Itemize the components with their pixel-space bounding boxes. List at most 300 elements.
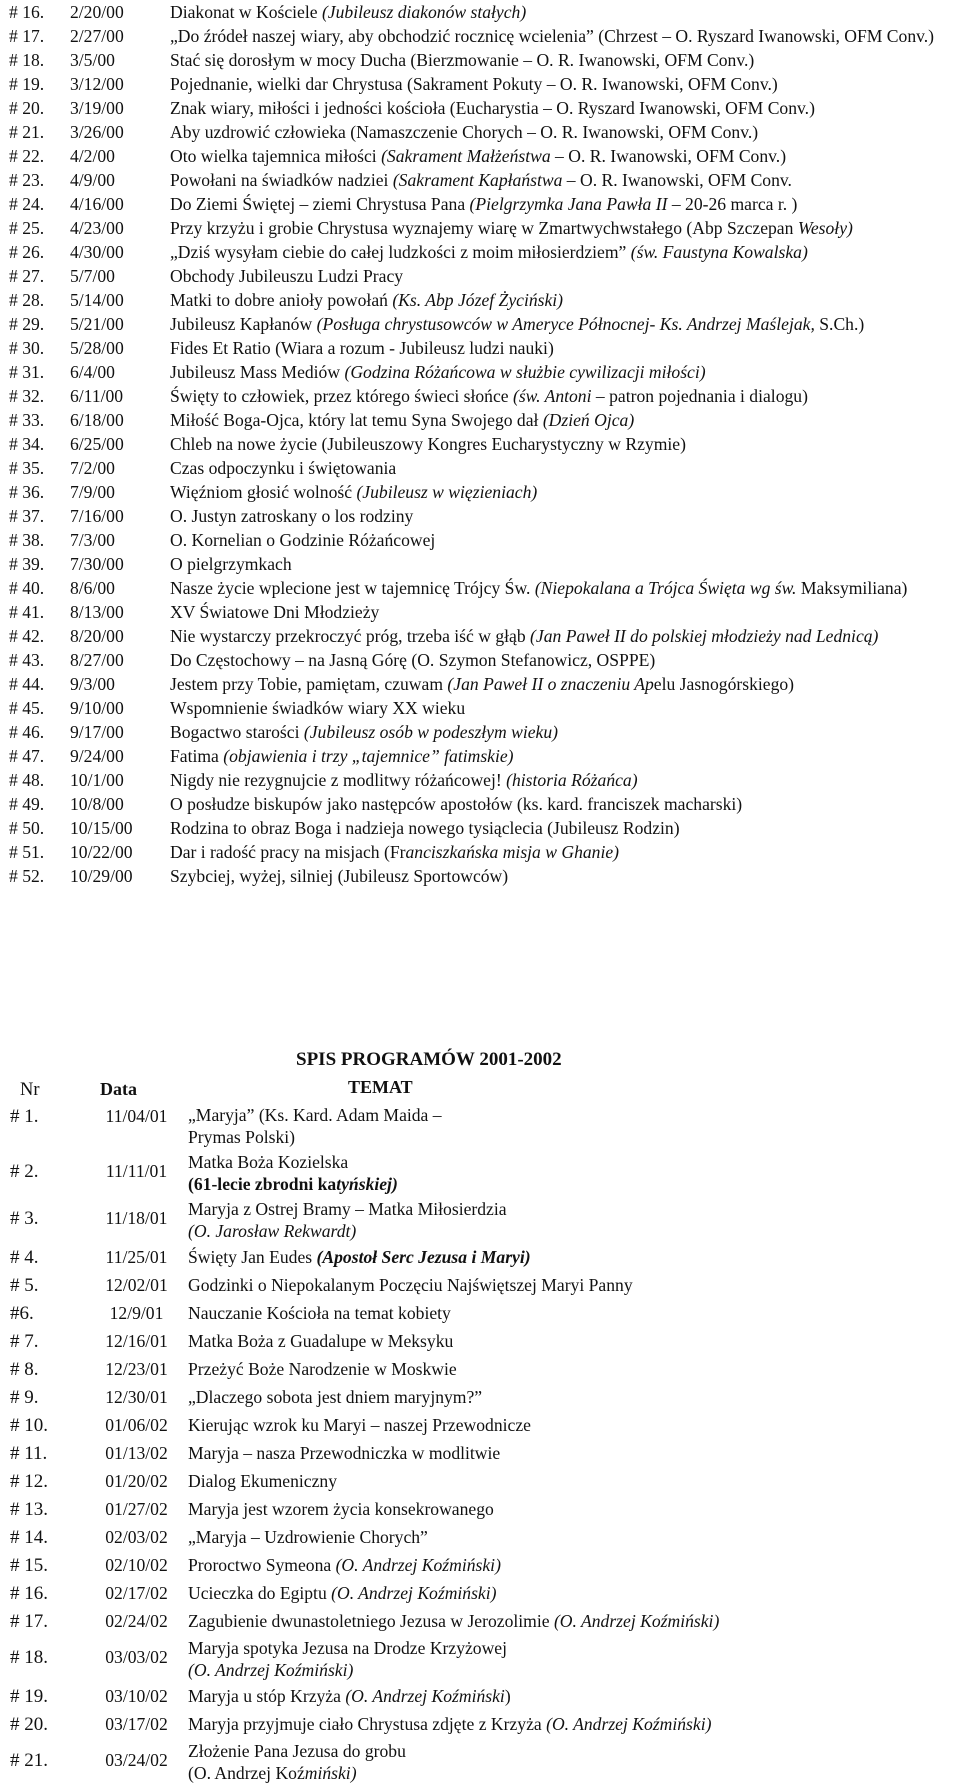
program-number: # 27. xyxy=(9,266,45,286)
program-title xyxy=(170,600,954,624)
program-date: 8/27/00 xyxy=(70,650,124,670)
title-segment: Chleb na nowe życie (Jubileuszowy Kongres Eucharystyczny w Rzymie) xyxy=(170,434,686,454)
program-date: 8/20/00 xyxy=(70,626,124,646)
title-segment: (O. Andrzej Koźmiński) xyxy=(553,1611,720,1631)
title-segment: Miłość Boga-Ojca, który lat temu Syna Swojego dał xyxy=(170,410,543,430)
program-number: # 9. xyxy=(10,1387,39,1408)
program-date: 6/11/00 xyxy=(70,386,124,406)
title-segment: „Dlaczego sobota jest dniem maryjnym?” xyxy=(188,1387,483,1407)
title-segment: „Do źródeł naszej wiary, aby obchodzić rocznicę wcielenia” (Chrzest – O. Ryszard Iwanowski, OFM Conv.) xyxy=(170,26,935,46)
program-date: 02/24/02 xyxy=(105,1611,168,1631)
program-date: 4/9/00 xyxy=(70,170,115,190)
program-title xyxy=(170,120,954,144)
program-list-2001-2002 xyxy=(10,1104,955,1787)
program-title xyxy=(188,1684,955,1709)
program-title xyxy=(188,1151,955,1195)
program-number: # 18. xyxy=(10,1647,48,1668)
program-row xyxy=(9,360,954,384)
program-row xyxy=(9,744,954,768)
title-segment: Godzinki o Niepokalanym Poczęciu Najświętszej Maryi Panny xyxy=(188,1275,633,1295)
program-title xyxy=(188,1712,955,1737)
title-segment: Fides Et Ratio (Wiara a rozum - Jubileusz ludzi nauki) xyxy=(170,338,554,358)
program-number: # 41. xyxy=(9,602,45,622)
program-number: # 17. xyxy=(10,1611,48,1632)
title-segment: Matka Boża z Guadalupe w Meksyku xyxy=(188,1331,454,1351)
program-date: 11/25/01 xyxy=(105,1247,168,1267)
program-title xyxy=(170,864,954,888)
program-title xyxy=(170,72,954,96)
column-header-topic: TEMAT xyxy=(348,1077,413,1097)
program-number: # 21. xyxy=(9,122,45,142)
title-segment: miński) xyxy=(304,1763,357,1783)
program-number: # 12. xyxy=(10,1471,48,1492)
program-number: # 43. xyxy=(9,650,45,670)
title-segment: Kierując wzrok ku Maryi – naszej Przewodnicze xyxy=(188,1415,531,1435)
title-segment: Przy krzyżu i grobie Chrystusa wyznajemy wiarę w Zmartwychwstałego (Abp Szczepan xyxy=(170,218,798,238)
program-list-2000 xyxy=(9,0,954,888)
title-segment: Jestem przy Tobie, pamiętam, czuwam xyxy=(170,674,448,694)
program-title xyxy=(188,1581,955,1606)
program-number: # 47. xyxy=(9,746,45,766)
program-row xyxy=(9,672,954,696)
title-segment: – O. R. Iwanowski, OFM Conv. xyxy=(562,170,792,190)
program-row xyxy=(9,312,954,336)
program-date: 9/10/00 xyxy=(70,698,124,718)
program-title xyxy=(170,696,954,720)
title-segment: Proroctwo Symeona xyxy=(188,1555,336,1575)
program-title xyxy=(188,1329,955,1354)
program-number: # 38. xyxy=(9,530,45,550)
program-date: 7/2/00 xyxy=(70,458,115,478)
program-row xyxy=(10,1712,955,1737)
program-number: # 50. xyxy=(9,818,45,838)
program-date: 10/15/00 xyxy=(70,818,133,838)
title-segment: Pojednanie, wielki dar Chrystusa (Sakrament Pokuty – O. R. Iwanowski, OFM Conv.) xyxy=(170,74,778,94)
title-segment: – O. R. Iwanowski, OFM Conv.) xyxy=(550,146,787,166)
program-number: # 7. xyxy=(10,1331,39,1352)
program-title xyxy=(170,648,954,672)
program-date: 3/5/00 xyxy=(70,50,115,70)
program-number: # 14. xyxy=(10,1527,48,1548)
title-segment: (Apostoł Serc Jezusa i Maryi) xyxy=(316,1247,531,1267)
program-number: # 28. xyxy=(9,290,45,310)
program-row xyxy=(10,1151,955,1195)
program-row xyxy=(10,1357,955,1382)
title-segment: Wspomnienie świadków wiary XX wieku xyxy=(170,698,466,718)
title-segment: Nie wystarczy przekroczyć próg, trzeba iść w głąb xyxy=(170,626,531,646)
title-segment: Ucieczka do Egiptu xyxy=(188,1583,332,1603)
title-segment: (Sakrament Małżeństwa xyxy=(381,146,551,166)
program-number: # 19. xyxy=(9,74,45,94)
program-row xyxy=(9,192,954,216)
program-row xyxy=(9,216,954,240)
program-date: 8/13/00 xyxy=(70,602,124,622)
program-date: 10/8/00 xyxy=(70,794,124,814)
program-number: # 3. xyxy=(10,1208,39,1229)
title-segment: Dialog Ekumeniczny xyxy=(188,1471,338,1491)
program-date: 2/27/00 xyxy=(70,26,124,46)
program-number: # 31. xyxy=(9,362,45,382)
title-segment: Święty to człowiek, przez którego świeci słońce xyxy=(170,386,513,406)
title-segment: Maksymiliana) xyxy=(796,578,908,598)
program-number: # 20. xyxy=(9,98,45,118)
program-row xyxy=(9,24,954,48)
program-title xyxy=(170,24,954,48)
program-row xyxy=(10,1104,955,1148)
program-date: 12/02/01 xyxy=(105,1275,168,1295)
program-title xyxy=(188,1637,955,1681)
program-row xyxy=(9,720,954,744)
program-date: 02/17/02 xyxy=(105,1583,168,1603)
program-row xyxy=(9,648,954,672)
program-title xyxy=(188,1413,955,1438)
title-segment: Matka Boża Kozielska xyxy=(188,1152,349,1172)
program-row xyxy=(9,552,954,576)
title-segment: (Jubileusz w więzieniach) xyxy=(356,482,538,502)
title-segment: O. Justyn zatroskany o los rodziny xyxy=(170,506,414,526)
program-title xyxy=(170,624,954,648)
title-segment: Fatima xyxy=(170,746,224,766)
title-segment: tyńskiej) xyxy=(336,1174,398,1194)
program-row xyxy=(9,120,954,144)
program-number: # 17. xyxy=(9,26,45,46)
program-title xyxy=(188,1553,955,1578)
title-segment: Do Częstochowy – na Jasną Górę (O. Szymon Stefanowicz, OSPPE) xyxy=(170,650,656,670)
program-row xyxy=(9,240,954,264)
program-title xyxy=(188,1740,955,1784)
title-segment: (św. Antoni xyxy=(512,386,592,406)
title-segment: (Ks. Abp Józef Życiński) xyxy=(392,290,564,310)
program-title xyxy=(170,264,954,288)
program-date: 9/24/00 xyxy=(70,746,124,766)
program-number: # 48. xyxy=(9,770,45,790)
program-number: # 24. xyxy=(9,194,45,214)
program-title xyxy=(188,1609,955,1634)
title-segment: „Dziś wysyłam ciebie do całej ludzkości z moim miłosierdziem” xyxy=(170,242,631,262)
program-number: # 52. xyxy=(9,866,45,886)
program-title xyxy=(188,1497,955,1522)
column-header-date: Data xyxy=(100,1079,137,1099)
program-date: 8/6/00 xyxy=(70,578,115,598)
title-segment: Bogactwo starości xyxy=(170,722,304,742)
program-row xyxy=(9,624,954,648)
program-number: # 51. xyxy=(9,842,45,862)
title-segment: (Dzień Ojca) xyxy=(542,410,635,430)
program-row xyxy=(9,384,954,408)
program-number: # 16. xyxy=(10,1583,48,1604)
program-row xyxy=(9,432,954,456)
title-segment: Znak wiary, miłości i jedności kościoła (Eucharystia – O. Ryszard Iwanowski, OFM Conv.) xyxy=(170,98,815,118)
title-segment: (O. Andrzej Koźmiński) xyxy=(546,1714,712,1734)
program-date: 02/10/02 xyxy=(105,1555,168,1575)
program-title xyxy=(188,1198,955,1242)
program-number: # 1. xyxy=(10,1106,39,1127)
program-row xyxy=(10,1684,955,1709)
title-segment: – patron pojednania i dialogu) xyxy=(591,386,808,406)
program-date: 6/25/00 xyxy=(70,434,124,454)
program-date: 4/23/00 xyxy=(70,218,124,238)
title-segment: Rodzina to obraz Boga i nadzieja nowego tysiąclecia (Jubileusz Rodzin) xyxy=(170,818,680,838)
program-title xyxy=(170,168,954,192)
program-number: # 34. xyxy=(9,434,45,454)
title-segment: (Jubileusz osób w podeszłym wieku) xyxy=(303,722,558,742)
program-title xyxy=(170,552,954,576)
program-date: 10/1/00 xyxy=(70,770,124,790)
title-segment: Stać się dorosłym w mocy Ducha (Bierzmowanie – O. R. Iwanowski, OFM Conv.) xyxy=(170,50,755,70)
program-date: 5/14/00 xyxy=(70,290,124,310)
program-title xyxy=(170,816,954,840)
program-date: 5/7/00 xyxy=(70,266,115,286)
program-row xyxy=(10,1497,955,1522)
title-segment: Przeżyć Boże Narodzenie w Moskwie xyxy=(188,1359,457,1379)
title-segment: Wesoły) xyxy=(797,218,853,238)
program-title xyxy=(170,456,954,480)
program-title xyxy=(170,288,954,312)
program-row xyxy=(9,504,954,528)
program-date: 2/20/00 xyxy=(70,2,124,22)
program-title xyxy=(170,408,954,432)
title-segment: „Maryja – Uzdrowienie Chorych” xyxy=(188,1527,428,1547)
title-segment: Maryja – nasza Przewodniczka w modlitwie xyxy=(188,1443,501,1463)
program-row xyxy=(9,144,954,168)
title-segment: Dar i radość pracy na misjach (Fr xyxy=(170,842,406,862)
title-segment: Nigdy nie rezygnujcie z modlitwy różańcowej! xyxy=(170,770,507,790)
title-segment: (Jubileusz diakonów stałych) xyxy=(321,2,527,22)
program-row xyxy=(10,1740,955,1784)
program-title xyxy=(170,48,954,72)
program-number: # 37. xyxy=(9,506,45,526)
program-date: 12/9/01 xyxy=(109,1303,164,1323)
title-segment: O posłudze biskupów jako następców apostołów (ks. kard. franciszek macharski) xyxy=(170,794,743,814)
program-date: 9/3/00 xyxy=(70,674,115,694)
title-segment: elu Jasnogórskiego) xyxy=(653,674,795,694)
program-row xyxy=(9,456,954,480)
program-row xyxy=(10,1413,955,1438)
program-title xyxy=(170,336,954,360)
program-row xyxy=(10,1301,955,1326)
program-number: # 36. xyxy=(9,482,45,502)
title-segment: (61-lecie zbrodni ka xyxy=(188,1174,337,1194)
program-row xyxy=(9,576,954,600)
program-row xyxy=(9,792,954,816)
program-title xyxy=(170,576,954,600)
program-title xyxy=(170,432,954,456)
program-number: # 20. xyxy=(10,1714,48,1735)
title-segment: O. Kornelian o Godzinie Różańcowej xyxy=(170,530,436,550)
program-row xyxy=(9,0,954,24)
program-date: 5/28/00 xyxy=(70,338,124,358)
program-number: #6. xyxy=(10,1303,34,1324)
program-row xyxy=(10,1273,955,1298)
program-row xyxy=(10,1469,955,1494)
program-row xyxy=(9,768,954,792)
title-segment: (Sakrament Kapłaństwa xyxy=(392,170,563,190)
program-date: 01/13/02 xyxy=(105,1443,168,1463)
program-title xyxy=(188,1385,955,1410)
program-number: # 10. xyxy=(10,1415,48,1436)
title-segment: (Jan Paweł II o znaczeniu Ap xyxy=(447,674,654,694)
title-segment: (Pielgrzymka Jana Pawła II xyxy=(469,194,668,214)
program-number: # 13. xyxy=(10,1499,48,1520)
program-row xyxy=(9,48,954,72)
program-date: 5/21/00 xyxy=(70,314,124,334)
program-number: # 4. xyxy=(10,1247,39,1268)
program-row xyxy=(9,696,954,720)
program-row xyxy=(9,528,954,552)
program-row xyxy=(9,264,954,288)
title-segment: Jubileusz Mass Mediów xyxy=(170,362,345,382)
title-segment: Aby uzdrowić człowieka (Namaszczenie Chorych – O. R. Iwanowski, OFM Conv.) xyxy=(170,122,759,142)
program-title xyxy=(170,672,954,696)
title-segment: anciszkańska misja w Ghanie) xyxy=(405,842,620,862)
title-segment: (O. Andrzej Koźmiński xyxy=(345,1686,505,1706)
program-date: 03/17/02 xyxy=(105,1714,168,1734)
title-segment: (Posługa chrystusowców w Ameryce Północnej- Ks. Andrzej Maślejak, xyxy=(316,314,815,334)
program-number: # 5. xyxy=(10,1275,39,1296)
program-date: 7/30/00 xyxy=(70,554,124,574)
column-header-nr: Nr xyxy=(20,1080,40,1100)
title-segment: (O. Jarosław Rekwardt) xyxy=(188,1221,357,1241)
program-title xyxy=(188,1245,955,1270)
program-date: 7/9/00 xyxy=(70,482,115,502)
program-row xyxy=(10,1245,955,1270)
title-segment: Maryja u stóp Krzyża xyxy=(188,1686,346,1706)
program-date: 9/17/00 xyxy=(70,722,124,742)
program-date: 7/16/00 xyxy=(70,506,124,526)
program-date: 12/23/01 xyxy=(105,1359,168,1379)
program-date: 4/16/00 xyxy=(70,194,124,214)
title-segment: Święty Jan Eudes xyxy=(188,1247,317,1267)
program-number: # 35. xyxy=(9,458,45,478)
program-number: # 42. xyxy=(9,626,45,646)
program-title xyxy=(170,528,954,552)
program-date: 02/03/02 xyxy=(105,1527,168,1547)
program-title xyxy=(170,0,954,24)
title-segment: Nasze życie wplecione jest w tajemnicę Trójcy Św. xyxy=(170,578,535,598)
title-segment: Oto wielka tajemnica miłości xyxy=(170,146,382,166)
program-row xyxy=(9,72,954,96)
program-row xyxy=(10,1441,955,1466)
program-date: 01/27/02 xyxy=(105,1499,168,1519)
title-segment: (objawienia i trzy „tajemnice” fatimskie) xyxy=(223,746,514,766)
title-segment: Powołani na świadków nadziei xyxy=(170,170,393,190)
title-segment: Nauczanie Kościoła na temat kobiety xyxy=(188,1303,451,1323)
program-number: # 2. xyxy=(10,1161,39,1182)
title-segment: ) xyxy=(504,1686,511,1706)
program-row xyxy=(9,840,954,864)
program-number: # 49. xyxy=(9,794,45,814)
title-segment: – 20-26 marca r. ) xyxy=(667,194,798,214)
title-segment: Maryja spotyka Jezusa na Drodze Krzyżowej xyxy=(188,1638,508,1658)
program-title xyxy=(170,384,954,408)
program-title xyxy=(170,480,954,504)
section-heading: SPIS PROGRAMÓW 2001-2002 xyxy=(296,1049,562,1070)
title-segment: (O. Andrzej Koźmiński) xyxy=(335,1555,501,1575)
program-title xyxy=(188,1469,955,1494)
program-number: # 16. xyxy=(9,2,45,22)
program-number: # 32. xyxy=(9,386,45,406)
program-date: 10/29/00 xyxy=(70,866,133,886)
program-date: 12/16/01 xyxy=(105,1331,168,1351)
program-title xyxy=(170,504,954,528)
program-date: 03/03/02 xyxy=(105,1647,168,1667)
program-number: # 33. xyxy=(9,410,45,430)
title-segment: (O. Andrzej Koźmiński) xyxy=(331,1583,497,1603)
program-row xyxy=(10,1385,955,1410)
program-number: # 45. xyxy=(9,698,45,718)
title-segment: Maryja z Ostrej Bramy – Matka Miłosierdzia xyxy=(188,1199,507,1219)
title-segment: O pielgrzymkach xyxy=(170,554,292,574)
program-date: 11/11/01 xyxy=(105,1161,168,1181)
program-number: # 44. xyxy=(9,674,45,694)
program-number: # 15. xyxy=(10,1555,48,1576)
program-date: 3/12/00 xyxy=(70,74,124,94)
title-segment: (historia Różańca) xyxy=(506,770,638,790)
title-segment: Matki to dobre anioły powołań xyxy=(170,290,393,310)
program-title xyxy=(170,360,954,384)
title-segment: Jubileusz Kapłanów xyxy=(170,314,317,334)
program-number: # 29. xyxy=(9,314,45,334)
program-date: 4/2/00 xyxy=(70,146,115,166)
title-segment: Więźniom głosić wolność xyxy=(170,482,357,502)
program-row xyxy=(10,1581,955,1606)
program-number: # 19. xyxy=(10,1686,48,1707)
program-title xyxy=(170,96,954,120)
program-title xyxy=(188,1273,955,1298)
program-row xyxy=(10,1637,955,1681)
program-title xyxy=(170,312,954,336)
program-number: # 39. xyxy=(9,554,45,574)
title-segment: Czas odpoczynku i świętowania xyxy=(170,458,397,478)
program-row xyxy=(9,168,954,192)
program-number: # 11. xyxy=(10,1443,48,1464)
title-segment: Do Ziemi Świętej – ziemi Chrystusa Pana xyxy=(170,194,470,214)
title-segment: (Niepokalana a Trójca Święta wg św. xyxy=(534,578,797,598)
program-row xyxy=(9,408,954,432)
title-segment: Zagubienie dwunastoletniego Jezusa w Jerozolimie xyxy=(188,1611,554,1631)
program-date: 12/30/01 xyxy=(105,1387,168,1407)
title-segment: Szybciej, wyżej, silniej (Jubileusz Sportowców) xyxy=(170,866,509,886)
program-row xyxy=(9,96,954,120)
program-number: # 30. xyxy=(9,338,45,358)
program-row xyxy=(10,1553,955,1578)
program-number: # 22. xyxy=(9,146,45,166)
program-title xyxy=(170,840,954,864)
program-number: # 23. xyxy=(9,170,45,190)
title-segment: (Jan Paweł II do polskiej młodzieży nad Lednicą) xyxy=(530,626,879,646)
program-date: 4/30/00 xyxy=(70,242,124,262)
program-row xyxy=(10,1525,955,1550)
program-number: # 8. xyxy=(10,1359,39,1380)
title-segment: Maryja jest wzorem życia konsekrowanego xyxy=(188,1499,494,1519)
program-number: # 21. xyxy=(10,1750,48,1771)
title-segment: (Godzina Różańcowa w służbie cywilizacji miłości) xyxy=(344,362,706,382)
program-number: # 26. xyxy=(9,242,45,262)
program-date: 6/18/00 xyxy=(70,410,124,430)
title-segment: (O. Andrzej Koź xyxy=(188,1763,305,1783)
program-title xyxy=(170,216,954,240)
program-title xyxy=(170,720,954,744)
title-segment: XV Światowe Dni Młodzieży xyxy=(170,602,380,622)
program-title xyxy=(188,1104,488,1148)
program-title xyxy=(170,240,954,264)
title-segment: S.Ch.) xyxy=(814,314,865,334)
program-date: 7/3/00 xyxy=(70,530,115,550)
program-row xyxy=(10,1198,955,1242)
program-number: # 25. xyxy=(9,218,45,238)
program-date: 3/26/00 xyxy=(70,122,124,142)
program-title xyxy=(170,792,954,816)
